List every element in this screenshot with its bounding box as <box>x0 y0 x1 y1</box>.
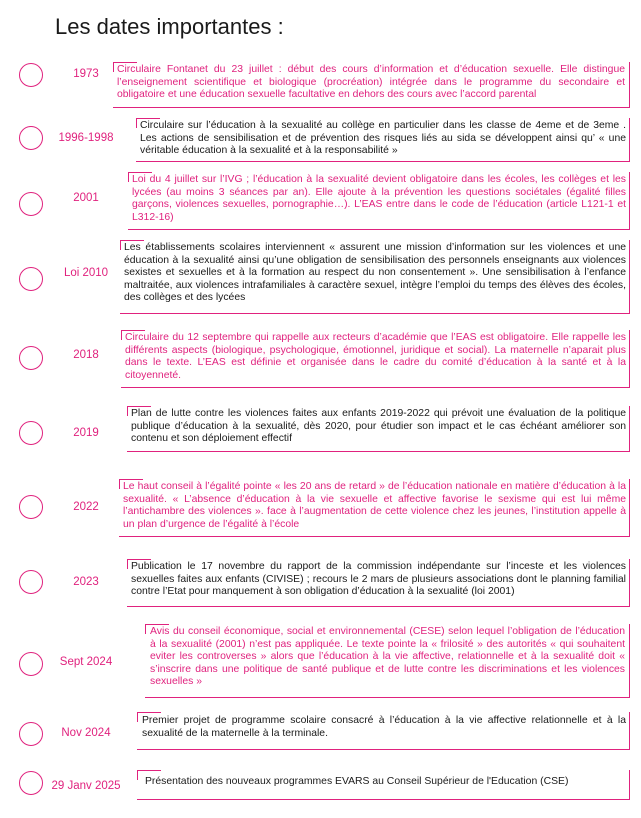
timeline-entry-text: Circulaire du 12 septembre qui rappelle aux recteurs d’académie que l’EAS est obligatoire. Elle rappelle les différents aspects (biologique, psychologique, émotionnel, juridique et social). La maternelle n’aparait plus dans le texte. L’EAS est définie et organisée dans le cadre du comité d’éducation à la santé et à la citoyenneté. <box>125 332 626 381</box>
timeline-date: 2023 <box>73 576 99 588</box>
timeline-entry-text: Les établissements scolaires interviennent « assurent une mission d’information sur les violences et une éducation à la sexualité ainsi qu’une obligation de sensibilisation des personnels enseignants aux violences sexistes et sexuelles et à la formation au respect du non consentement ». Une sensibilisation à l’enfance maltraitée, aux violences intrafamiliales à caractère sexuel, intègre l’emploi du temps des élèves des écoles, des collèges et des lycées <box>124 242 626 304</box>
timeline-circle <box>19 652 43 676</box>
timeline-entry-text: Circulaire Fontanet du 23 juillet : début des cours d’information et d’éducation sexuelle. Elle distingue l’enseignement scientifique et biologique (procréation) intégrée dans le programme du secondaire et obligatoire et une éducation sexuelle facultative en dehors des cours avec l’accord parental <box>117 64 625 101</box>
timeline-circle <box>19 495 43 519</box>
timeline-date: Sept 2024 <box>59 656 113 668</box>
timeline-circle <box>19 267 43 291</box>
timeline-entry-text: Avis du conseil économique, social et environnemental (CESE) selon lequel l’obligation de l’éducation à la sexualité (2001) n’est pas appliquée. Le texte pointe la « frilosité » des autorités « qui souhaitent eviter les controverses » alors que l’éducation à la vie affective, relationnelle et à la sexualité doit « s’inscrire dans une politique de santé publique et de lutte contre les discriminations et les violences sexuelles » <box>150 626 625 688</box>
timeline-circle <box>19 421 43 445</box>
timeline-date: 2001 <box>73 192 99 204</box>
timeline-entry-text: Publication le 17 novembre du rapport de la commission indépendante sur l’inceste et les violences sexuelles faites aux enfants (CIVISE) ; recours le 2 mars de plusieurs associations dont le planning familial contre l’Etat pour manquement à son obligation d’éducation à la sexualité (loi 2001) <box>131 561 626 598</box>
timeline-circle <box>19 570 43 594</box>
timeline-date: 29 Janv 2025 <box>51 780 121 792</box>
timeline-circle <box>19 192 43 216</box>
timeline-entry-text: Plan de lutte contre les violences faites aux enfants 2019-2022 qui prévoit une évaluation de la politique publique d’éducation à la sexualité, dès 2020, pour étudier son impact et le cas échéant améliorer son contenu et son déploiement effectif <box>131 408 626 445</box>
timeline-circle <box>19 346 43 370</box>
timeline-date: 2022 <box>73 501 99 513</box>
timeline-date: 2019 <box>73 427 99 439</box>
timeline-date: Nov 2024 <box>61 727 111 739</box>
timeline-entry-text: Circulaire sur l’éducation à la sexualité au collège en particulier dans les classe de 4eme et de 3eme . Les actions de sensibilisation et de prévention des risques liés au sida se développent ainsi qu’ « une véritable éducation à la sexualité et à la responsabilité » <box>140 120 626 157</box>
timeline-circle <box>19 126 43 150</box>
timeline-date: 2018 <box>73 349 99 361</box>
timeline-circle <box>19 722 43 746</box>
timeline-entry-text: Le haut conseil à l’égalité pointe « les 20 ans de retard » de l’éducation nationale en matière d’éducation à la sexualité. « L’absence d’éducation à la vie sexuelle et affective favorise le sexisme qui est lui même l’antichambre des violences ». face à l’augmentation de cette violence chez les jeunes, l’institution appelle à un plan d’urgence de l’égalité à l’école <box>123 481 626 530</box>
page-title: Les dates importantes : <box>55 14 284 39</box>
timeline-date: Loi 2010 <box>63 267 109 279</box>
timeline-date: 1996-1998 <box>58 132 114 144</box>
timeline-date: 1973 <box>73 68 99 80</box>
timeline-circle <box>19 63 43 87</box>
timeline-entry-text: Premier projet de programme scolaire consacré à l’éducation à la vie affective relationnelle et à la sexualité de la maternelle à la terminale. <box>142 715 626 739</box>
timeline-circle <box>19 771 43 795</box>
timeline-entry-text: Loi du 4 juillet sur l’IVG ; l’éducation à la sexualité devient obligatoire dans les écoles, les collèges et les lycées (au moins 3 séances par an). Elle ajoute à la prévention les questions sociétales (égalité filles garçons, violences sexuelles, pornographie…). L’EAS entre dans le code de l’éducation (article L121-1 et L312-16) <box>132 174 626 223</box>
timeline-entry-text: Présentation des nouveaux programmes EVARS au Conseil Supérieur de l'Education (CSE) <box>145 776 569 787</box>
